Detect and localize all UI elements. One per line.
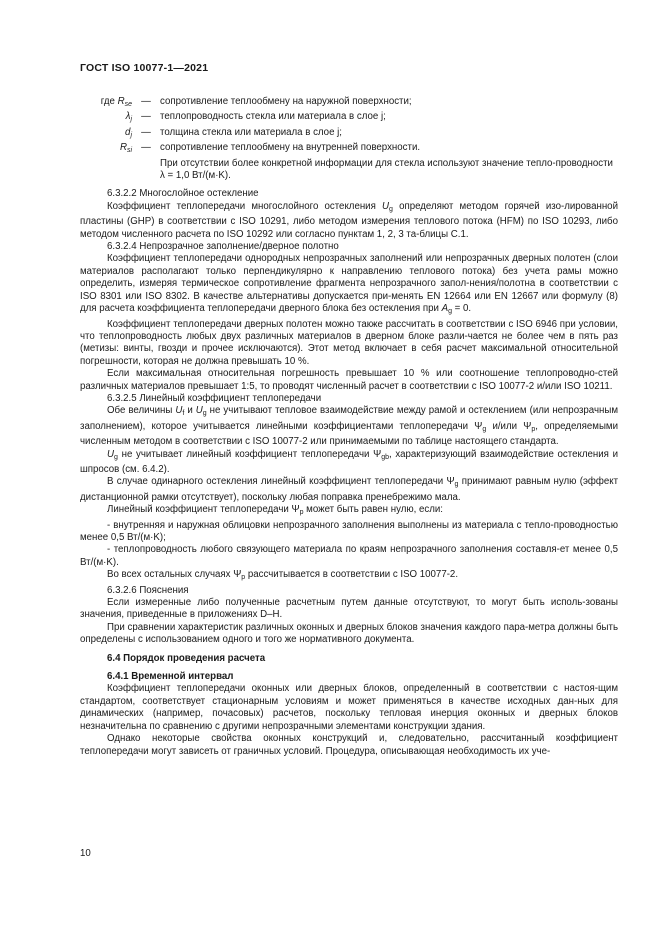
legend-subscript: se xyxy=(124,101,132,108)
legend-text: теплопроводность стекла или материала в слое j; xyxy=(160,111,386,123)
legend-dash: — xyxy=(141,96,151,107)
legend-dash: — xyxy=(141,142,151,154)
paragraph: Коэффициент теплопередачи однородных непрозрачных заполнений или непрозрачных дверных полотен (слои материалов располагают только перпендикулярно к направлению теплового потока) без учета рамы можно определить, измеряя термическое сопротивление фрагмента непрозрачного запол-нения/полотна в соответствии с ISO 8301 или ISO 8302. В качестве альтернативы допускается при-менять EN 12664 или EN 12667 или формулу (8) для расчета коэффициента теплопередачи дверного блока без остекления при $A_g = 0$. xyxy=(80,253,618,316)
section-heading: 6.3.2.6 Пояснения xyxy=(107,584,189,596)
paragraph: Линейный коэффициент теплопередачи $\Psi_p$ может быть равен нулю, если: xyxy=(107,504,443,517)
section-heading: 6.3.2.4 Непрозрачное заполнение/дверное полотно xyxy=(107,241,339,253)
legend-text: сопротивление теплообмену на внутренней поверхности. xyxy=(160,142,421,154)
legend-text: сопротивление теплообмену на наружной поверхности; xyxy=(160,96,412,107)
paragraph: Во всех остальных случаях $\Psi_p$ рассчитывается в соответствии с ISO 10077-2. xyxy=(107,569,459,582)
section-heading: 6.3.2.5 Линейный коэффициент теплопередачи xyxy=(107,392,322,404)
legend-row xyxy=(88,111,618,126)
paragraph: В случае одинарного остекления линейный коэффициент теплопередачи $\Psi_g$ принимают равным нулю (эффект дистанционной рамки отсутствует), поскольку любая поправка пренебрежимо мала. xyxy=(80,476,619,503)
legend-note: При отсутствии более конкретной информации для стекла используют значение тепло-проводности λ = 1,0 Вт/(м·K). xyxy=(160,157,613,182)
symbol-legend xyxy=(88,96,618,182)
legend-symbol: R xyxy=(119,142,127,154)
paragraph: При сравнении характеристик различных оконных и дверных блоков значения каждого пара-метра должны быть определены с использованием одного и того же нормативного документа. xyxy=(80,621,618,646)
legend-symbol: d xyxy=(125,126,131,138)
legend-subscript: si xyxy=(126,147,132,155)
legend-row xyxy=(88,142,618,157)
legend-dash: — xyxy=(141,111,151,123)
paragraph: Обе величины $U_f$ и $U_g$ не учитывают тепловое взаимодействие между рамой и остеклением (или непрозрачным заполнением), которое учитывается линейными коэффициентами теплопередачи $\Psi_g$ и/или $\Psi_p$, определяемыми численным методом в соответствии с ISO 10077-2 или принимаемыми по таблице настоящего стандарта. xyxy=(80,405,618,448)
legend-row xyxy=(88,127,618,142)
paragraph: Коэффициент теплопередачи многослойного остекления $U_g$ определяют методом горячей изо-лированной пластины (GHP) в соответствии с ISO 10291, либо методом измерения теплового потока (HFM) по ISO 10293, либо методом численного расчета по ISO 10292 или согласно пунктам 1, 2, 3 та-блицы C.1. xyxy=(80,200,618,240)
legend-subscript: j xyxy=(130,131,132,139)
section-heading: 6.3.2.2 Многослойное остекление xyxy=(107,188,259,200)
bullet-item: - внутренняя и наружная облицовки непрозрачного заполнения выполнены из материала с тепло-проводностью менее 0,5 Вт/(м·K); xyxy=(80,519,618,543)
legend-symbol: λ xyxy=(125,111,131,123)
document-header: ГОСТ ISO 10077-1—2021 xyxy=(80,62,209,74)
paragraph: Коэффициент теплопередачи оконных или дверных блоков, определенный в соответствии с настоя-щим стандартом, соответствует стационарным условиям и может применяться в качестве исходных дан-ных для динамических (например, почасовых) расчетов, поскольку тепловая инерция оконных и дверных блоков незначительна по сравнению с другими непрозрачными элементами конструкции здания. xyxy=(80,683,618,732)
section-heading: 6.4.1 Временной интервал xyxy=(107,671,234,683)
paragraph: $U_g$ не учитывает линейный коэффициент теплопередачи $\Psi_{gb}$, характеризующий взаимодействие остекления и шпросов (см. 6.4.2). xyxy=(80,448,618,475)
legend-text: толщина стекла или материала в слое j; xyxy=(160,126,342,138)
legend-subscript: j xyxy=(130,116,132,124)
section-heading: 6.4 Порядок проведения расчета xyxy=(107,652,266,664)
legend-row xyxy=(88,96,618,111)
document-body xyxy=(80,96,618,758)
paragraph: Коэффициент теплопередачи дверных полотен можно также рассчитать в соответствии с ISO 6946 при условии, что теплопроводность любых двух различных материалов в дверном блоке разли-чается не более чем в пять раз (метизы: винты, гвозди и прочее исключаются). Этот метод включает в себя расчет максимальной относительной погрешности, которая не должна превышать 10 %. xyxy=(80,318,618,367)
legend-prefix: где xyxy=(100,96,118,107)
paragraph: Если измеренные либо полученные расчетным путем данные отсутствуют, то могут быть исполь-зованы значения, приведенные в приложениях D–H. xyxy=(80,597,618,621)
legend-dash: — xyxy=(141,126,151,138)
paragraph: Однако некоторые свойства оконных конструкций и, следовательно, рассчитанный коэффициент теплопередачи могут зависеть от граничных условий. Процедура, описывающая необходимость их уче- xyxy=(80,733,618,757)
page-number: 10 xyxy=(80,848,91,859)
bullet-item: - теплопроводность любого связующего материала по краям непрозрачного заполнения составля-ет менее 0,5 Вт/(м·K). xyxy=(80,544,618,568)
paragraph: Если максимальная относительная погрешность превышает 10 % или соотношение теплопроводно-стей различных материалов превышает 1:5, то проводят численный расчет в соответствии с ISO 10077-2 и/или ISO 10211. xyxy=(80,368,618,392)
legend-symbol: R xyxy=(117,96,125,107)
